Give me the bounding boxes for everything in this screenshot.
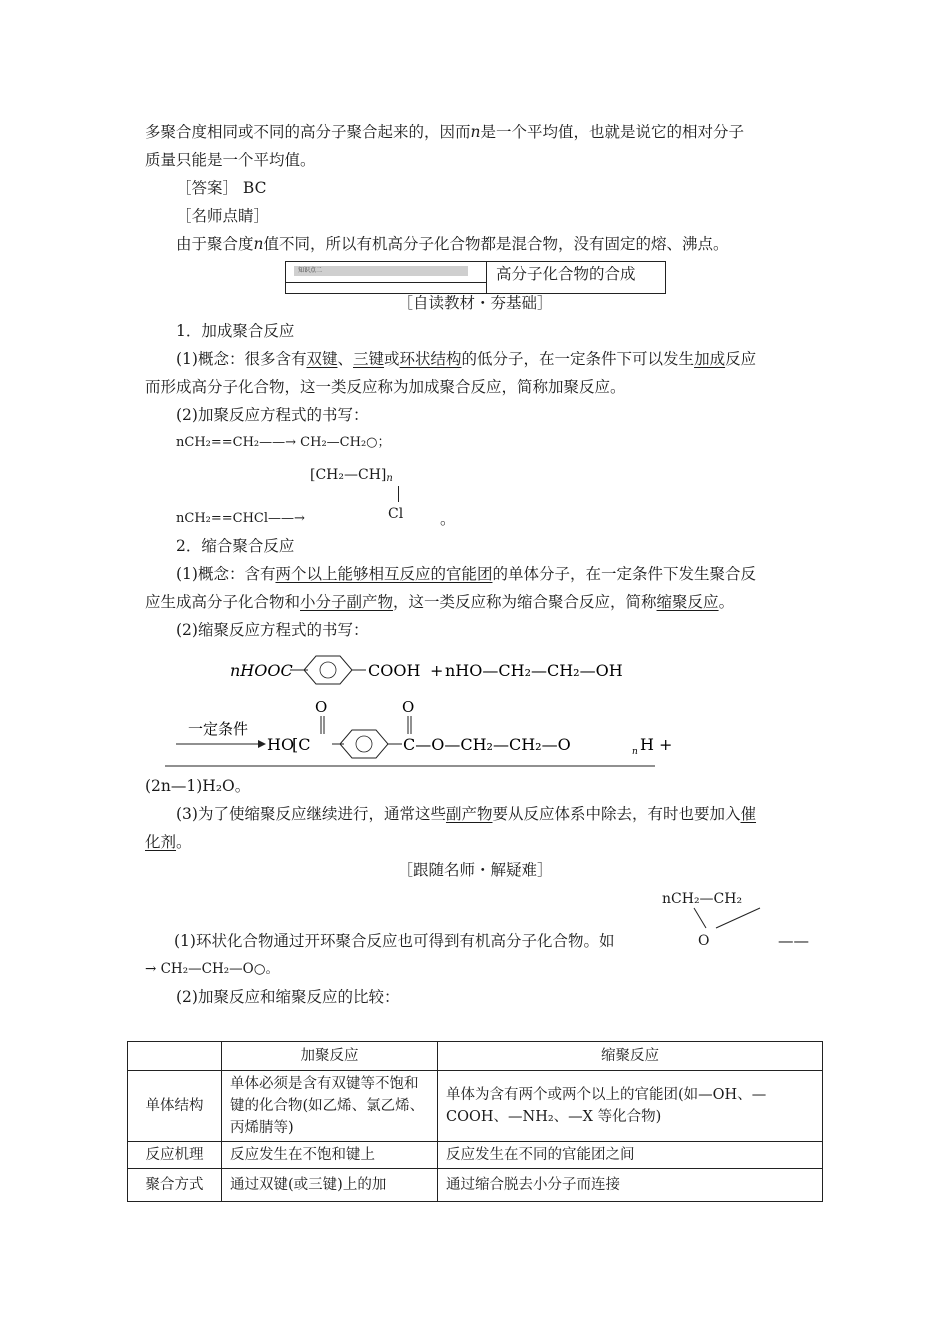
product-end: H + <box>640 735 673 754</box>
table-row <box>128 1169 823 1202</box>
table-header-row <box>128 1042 823 1071</box>
bar-divider <box>286 282 486 283</box>
condensation-concept-d: ，这一类反应称为缩合聚合反应，简称 <box>393 593 657 611</box>
keyword-catalyst-b: 化剂 <box>145 833 177 851</box>
addition-eq-heading: (2)加聚反应方程式的书写： <box>176 406 369 424</box>
tip-text <box>176 233 729 255</box>
benzene-circle-1 <box>320 662 336 678</box>
compare-heading: (2)加聚反应和缩聚反应的比较： <box>176 988 400 1006</box>
table-cell: 通过缩合脱去小分子而连接 <box>438 1169 823 1202</box>
keyword-small-molecule: 小分子副产物 <box>300 593 394 611</box>
intro-line-1 <box>145 121 744 143</box>
answer: ［答案］ BC <box>176 179 267 197</box>
table-cell: 反应发生在不同的官能团之间 <box>438 1142 823 1169</box>
table-cell-label: 单体结构 <box>128 1071 222 1142</box>
addition-concept-line-1 <box>176 348 756 370</box>
plus-sign: + <box>430 661 444 680</box>
product-subscript-n: n <box>632 747 638 757</box>
intro-text-a: 多聚合度相同或不同的高分子聚合起来的，因而 <box>145 123 471 141</box>
sep-2: 或 <box>384 350 400 368</box>
table-cell: 单体必须是含有双键等不饱和键的化合物(如乙烯、氯乙烯、丙烯腈等) <box>222 1071 438 1142</box>
intro-line-2: 质量只能是一个平均值。 <box>145 151 316 169</box>
table-cell-label: 反应机理 <box>128 1142 222 1169</box>
condensation-eq-heading: (2)缩聚反应方程式的书写： <box>176 621 369 639</box>
bar-separator <box>486 262 487 293</box>
condensation-heading: 2．缩合聚合反应 <box>176 537 295 555</box>
table-header-empty <box>128 1042 222 1071</box>
arrow-head-icon <box>258 740 266 748</box>
benzene-circle-2 <box>356 736 372 752</box>
table-cell: 单体为含有两个或两个以上的官能团(如—OH、—COOH、—NH₂、—X 等化合物) <box>438 1071 823 1142</box>
section-badge: 知识点二 <box>294 266 468 276</box>
keyword-condensation: 缩聚反应 <box>656 593 719 611</box>
reactant-1-right: COOH <box>368 661 421 680</box>
intro-text-b: 是一个平均值，也就是说它的相对分子 <box>480 123 745 141</box>
product-start: HO <box>267 735 295 754</box>
keyword-triple-bond: 三键 <box>353 350 385 368</box>
table-header-condensation: 缩聚反应 <box>438 1042 823 1071</box>
ring-product: → CH₂—CH₂—O○。 <box>145 961 279 977</box>
tip-variable-n: n <box>253 235 264 253</box>
table-row <box>128 1071 823 1142</box>
benzene-ring-2 <box>340 730 388 758</box>
pvc-repeat-unit <box>310 464 393 490</box>
subheading-follow-teacher: ［跟随名师・解疑难］ <box>397 861 553 879</box>
condensation-note-line-2 <box>145 831 192 853</box>
tip-heading: ［名师点睛］ <box>176 207 270 225</box>
pvc-subscript-n: n <box>386 473 393 484</box>
addition-equation-1: nCH₂==CH₂——→ CH₂—CH₂○； <box>176 435 391 450</box>
keyword-functional-groups: 两个以上能够相互反应的官能团 <box>275 565 493 583</box>
sep-1: 、 <box>337 350 353 368</box>
condensation-concept-a: (1)概念：含有 <box>176 565 276 583</box>
ring-arrow-dash: —— <box>778 932 809 950</box>
condensation-concept-line-1 <box>176 563 756 585</box>
condensation-note-line-1 <box>176 803 756 825</box>
table-cell: 反应发生在不饱和键上 <box>222 1142 438 1169</box>
condensation-concept-b: 的单体分子，在一定条件下发生聚合反 <box>492 565 756 583</box>
addition-concept-c: 反应 <box>725 350 757 368</box>
keyword-ring-structure: 环状结构 <box>399 350 462 368</box>
keyword-byproduct: 副产物 <box>445 805 493 823</box>
condensation-concept-e: 。 <box>718 593 735 611</box>
keyword-catalyst-a: 催 <box>740 805 757 823</box>
reaction-condition: 一定条件 <box>188 720 249 738</box>
variable-n: n <box>470 123 481 141</box>
equation-2-end: 。 <box>440 510 456 528</box>
note-c: 。 <box>176 833 192 851</box>
subheading-self-study: ［自读教材・夯基础］ <box>397 294 553 312</box>
pvc-unit-text: [CH₂—CH] <box>310 467 387 483</box>
addition-heading: 1．加成聚合反应 <box>176 322 295 340</box>
product-bracket: [C <box>292 735 311 754</box>
ring-opening-text: (1)环状化合物通过开环聚合反应也可得到有机高分子化合物。如 <box>174 932 615 950</box>
addition-equation-2: nCH₂==CHCl——→ <box>176 511 305 526</box>
table-row <box>128 1142 823 1169</box>
section-title: 高分子化合物的合成 <box>496 265 636 283</box>
pvc-bond-line <box>398 486 399 502</box>
ring-formula-top: nCH₂—CH₂ <box>662 891 743 907</box>
condensation-equation <box>140 648 680 778</box>
product-chain: C—O—CH₂—CH₂—O <box>403 735 571 754</box>
ring-oxygen: O <box>698 933 710 949</box>
note-b: 要从反应体系中除去，有时也要加入 <box>492 805 741 823</box>
condensation-concept-line-2 <box>145 591 734 613</box>
table-cell-label: 聚合方式 <box>128 1169 222 1202</box>
reactant-1-left: nHOOC <box>230 661 293 680</box>
carbonyl-o-2: O <box>402 698 415 716</box>
table-header-addition: 加聚反应 <box>222 1042 438 1071</box>
reactant-2: nHO—CH₂—CH₂—OH <box>445 661 623 680</box>
carbonyl-o-1: O <box>315 698 328 716</box>
water-byproduct: (2n—1)H₂O。 <box>145 777 251 795</box>
condensation-concept-c: 应生成高分子化合物和 <box>145 593 301 611</box>
benzene-ring-1 <box>304 656 352 684</box>
addition-concept-a: (1)概念：很多含有 <box>176 350 307 368</box>
addition-concept-b: 的低分子，在一定条件下可以发生 <box>461 350 695 368</box>
keyword-addition: 加成 <box>694 350 726 368</box>
section-bar <box>285 261 666 294</box>
table-cell: 通过双键(或三键)上的加 <box>222 1169 438 1202</box>
addition-concept-line-2: 而形成高分子化合物，这一类反应称为加成聚合反应，简称加聚反应。 <box>145 378 626 396</box>
pvc-chlorine: Cl <box>388 506 404 522</box>
tip-text-b: 值不同，所以有机高分子化合物都是混合物，没有固定的熔、沸点。 <box>263 235 729 253</box>
keyword-double-bond: 双键 <box>306 350 338 368</box>
note-a: (3)为了使缩聚反应继续进行，通常这些 <box>176 805 446 823</box>
comparison-table <box>127 1041 823 1202</box>
tip-text-a: 由于聚合度 <box>176 235 254 253</box>
